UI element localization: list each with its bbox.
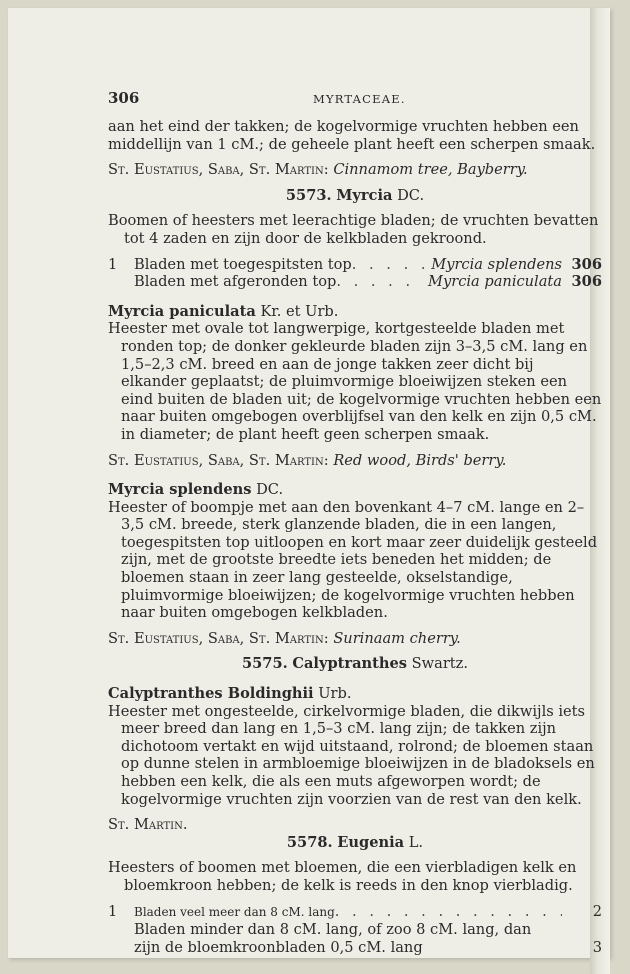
leader-dots [335, 903, 562, 921]
species-paniculata-locality-line [108, 452, 602, 470]
species-boldinghii-locality: St. Martin. [108, 816, 188, 834]
intro-locality: St. Eustatius, Saba, St. Martin: [108, 161, 329, 179]
genus-myrcia-name: Myrcia [336, 186, 393, 204]
key-text: Bladen met afgeronden top [134, 273, 337, 291]
genus-myrcia-author: DC. [397, 186, 425, 204]
species-boldinghii-name: Calyptranthes Boldinghii [108, 685, 314, 703]
page-content [108, 78, 602, 956]
genus-calyptranthes-heading [108, 655, 602, 673]
eugenia-key-row-1 [108, 903, 602, 922]
genus-calyptranthes-number: 5575. [242, 655, 288, 673]
species-splendens-heading [108, 481, 602, 499]
genus-myrcia-description: Boomen of heesters met leerachtige bladen; de vruchten bevatten tot 4 zaden en zijn door de kelkbladen gekroond. [108, 212, 599, 247]
species-paniculata-heading [108, 303, 602, 321]
myrcia-key-row-2 [108, 273, 602, 291]
species-boldinghii-description: Heester met ongesteelde, cirkelvormige bladen, die dikwijls iets meer breed dan lang en 1,5–3 cM. lang zijn; de takken zijn dichotoom vertakt en wijd uitstaand, rolrond; de bloemen staan op dunne stelen in armbloemige bloeiwijzen in de bladoksels en hebben een kelk, die als een muts afgeworpen wordt; de kogelvormige vruchten zijn voorzien van de rest van den kelk. [108, 702, 595, 808]
species-paniculata-author: Kr. et Urb. [260, 302, 339, 320]
species-paniculata-name: Myrcia paniculata [108, 302, 256, 320]
key-number: 1 [108, 902, 118, 920]
page-number: 306 [108, 89, 140, 107]
page-header [108, 78, 602, 110]
genus-eugenia-description: Heesters of boomen met bloemen, die een vierbladigen kelk en bloemkroon hebben; de kelk is reeds in den knop vierbladig. [108, 859, 577, 894]
species-paniculata-common-names: Red wood, Birds' berry. [333, 451, 507, 469]
eugenia-key-row-2 [108, 921, 602, 956]
key-species-name: Myrcia splendens [431, 255, 562, 273]
key-lead-ref: 3 [592, 938, 602, 956]
genus-eugenia-author: L. [408, 833, 424, 851]
species-splendens-common-names: Surinaam cherry. [333, 629, 461, 647]
genus-calyptranthes-name: Calyptranthes [292, 655, 407, 673]
intro-text: aan het eind der takken; de kogelvormige vruchten hebben een middellijn van 1 cM.; de geheele plant heeft een scherpen smaak. [108, 118, 596, 153]
genus-myrcia-number: 5573. [285, 186, 332, 204]
running-head: MYRTACEAE. [313, 92, 406, 106]
species-boldinghii-author: Urb. [318, 685, 352, 703]
key-page-ref: 306 [571, 255, 602, 273]
genus-myrcia-heading [108, 187, 602, 205]
genus-eugenia-number: 5578. [286, 833, 333, 851]
myrcia-key-row-1 [108, 256, 602, 274]
species-boldinghii-heading [108, 685, 602, 703]
species-splendens-locality: St. Eustatius, Saba, St. Martin: [108, 629, 329, 647]
genus-eugenia-name: Eugenia [337, 833, 405, 851]
intro-common-names: Cinnamom tree, Bayberry. [333, 161, 528, 179]
genus-calyptranthes-author: Swartz. [411, 655, 468, 673]
intro-locality-line [108, 161, 602, 179]
key-text: Bladen minder dan 8 cM. lang, of zoo 8 cM. lang, dan zijn de bloemkroonbladen 0,5 cM. lang [134, 921, 532, 956]
key-text: Bladen met toegespitsten top [134, 255, 352, 273]
species-splendens-author: DC. [256, 481, 284, 499]
key-number: 1 [108, 255, 118, 273]
species-splendens-description: Heester of boompje met aan den bovenkant 4–7 cM. lange en 2–3,5 cM. breede, sterk glanzende bladen, die in een langen, toegespitsten top uitloopen en kort maar zeer duidelijk gesteeld zijn, met de grootste breedte iets beneden het midden; de bloemen staan in zeer lang gesteelde, okselstandige, pluimvormige bloeiwijzen; de kogelvormige vruchten hebben naar buiten omgebogen kelkbladen. [108, 498, 598, 622]
leader-dots [352, 256, 428, 274]
species-paniculata-locality: St. Eustatius, Saba, St. Martin: [108, 451, 329, 469]
key-page-ref: 306 [571, 273, 602, 291]
key-lead-ref: 2 [592, 902, 602, 920]
species-splendens-name: Myrcia splendens [108, 481, 252, 499]
key-species-name: Myrcia paniculata [428, 273, 562, 291]
species-paniculata-description: Heester met ovale tot langwerpige, kortgesteelde bladen met ronden top; de donker gekleurde bladen zijn 3–3,5 cM. lang en 1,5–2,3 cM. breed en aan de jonge takken zeer dicht bij elkander geplaatst; de pluimvormige bloeiwijzen steken een eind buiten de bladen uit; de kogelvormige vruchten hebben een naar buiten omgebogen overblijfsel van den kelk en zijn 0,5 cM. in diameter; de plant heeft geen scherpen smaak. [108, 320, 602, 443]
key-text: Bladen veel meer dan 8 cM. lang [134, 904, 335, 919]
leader-dots [336, 273, 424, 291]
genus-eugenia-heading [108, 834, 602, 852]
species-splendens-locality-line [108, 630, 602, 648]
